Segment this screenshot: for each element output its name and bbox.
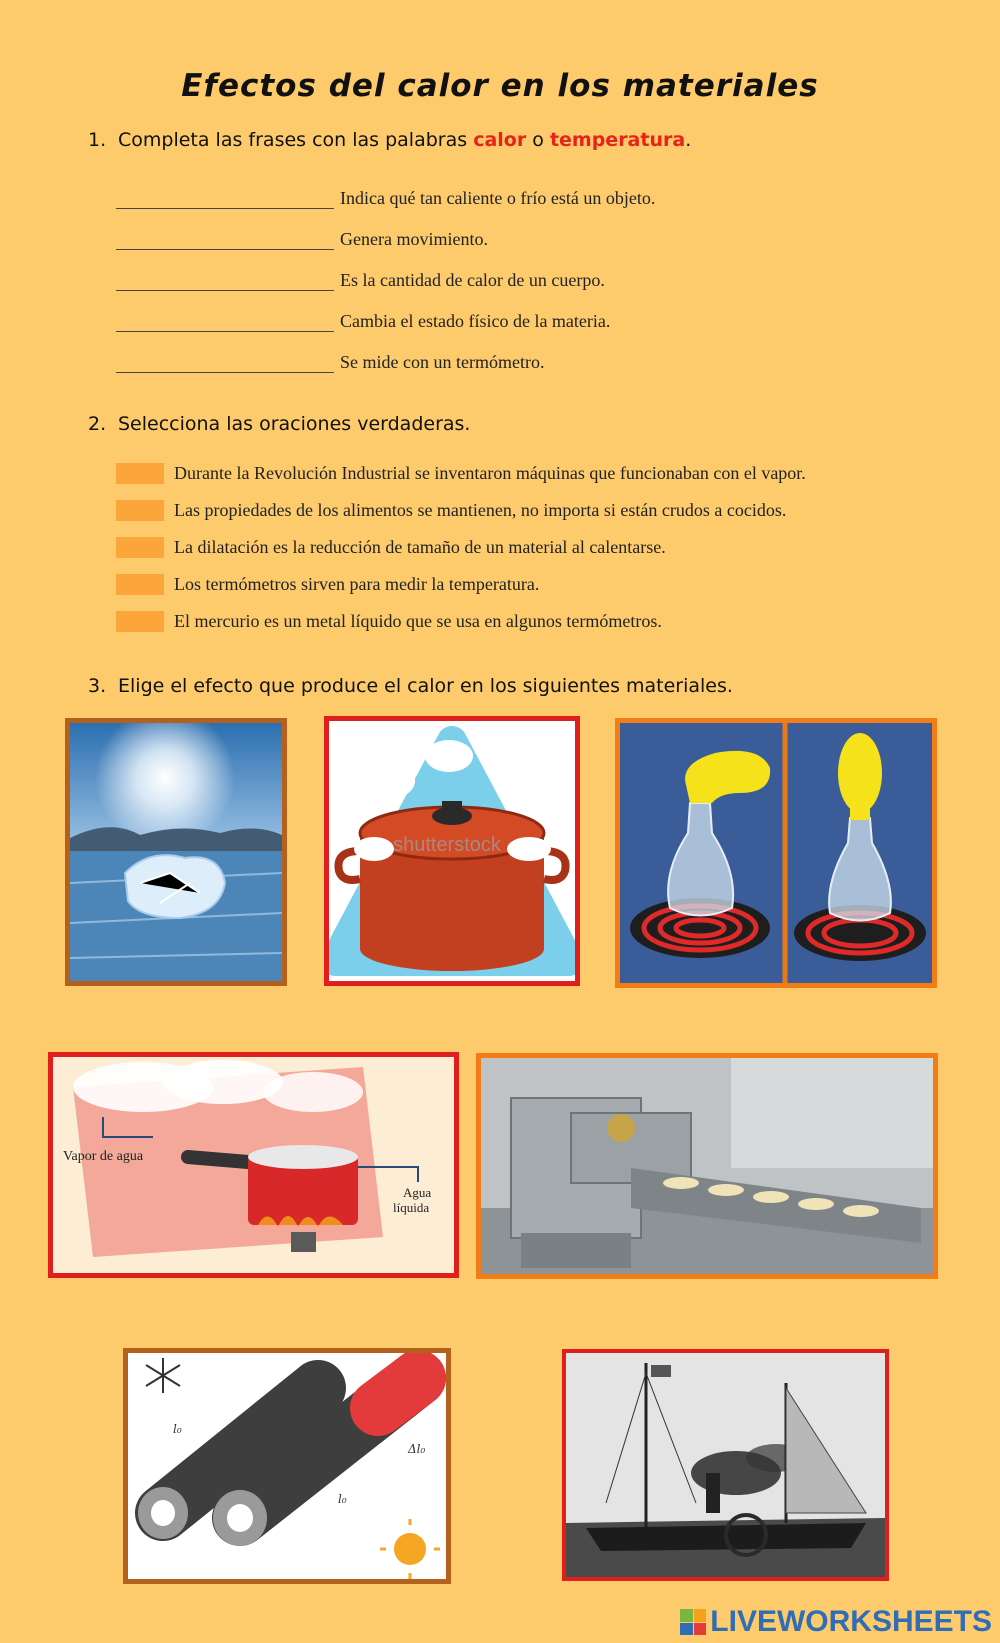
select-checkbox[interactable] <box>116 463 164 484</box>
image-boiling-pot[interactable] <box>324 716 580 986</box>
true-false-row <box>116 500 786 521</box>
statement: El mercurio es un metal líquido que se usa en algunos termómetros. <box>174 611 662 631</box>
pipe-diagram <box>128 1353 446 1579</box>
question-3 <box>88 675 733 697</box>
select-checkbox[interactable] <box>116 537 164 558</box>
statement: La dilatación es la reducción de tamaño de un material al calentarse. <box>174 537 666 557</box>
pipe-label-l0b: l₀ <box>338 1492 347 1506</box>
pot-illustration <box>329 721 575 981</box>
page-title: Efectos del calor en los materiales <box>181 68 819 104</box>
liveworksheets-logo[interactable] <box>680 1605 992 1639</box>
true-false-row <box>116 574 539 595</box>
liquid-label-1: Agua <box>403 1185 432 1200</box>
vapor-diagram <box>53 1057 454 1273</box>
true-false-row <box>116 611 662 632</box>
logo-text: LIVEWORKSHEETS <box>710 1605 992 1638</box>
watermark-text: shutterstock <box>393 834 501 856</box>
steamboat-illustration <box>566 1353 885 1577</box>
true-false-row <box>116 463 806 484</box>
question-text-end: . <box>685 129 692 151</box>
statement: Genera movimiento. <box>340 229 488 249</box>
fill-blank-row <box>116 349 544 373</box>
fill-blank-row <box>116 185 655 209</box>
liquid-label-2: líquida <box>393 1200 430 1215</box>
flask-illustration <box>620 723 932 983</box>
fill-blank-row <box>116 308 610 332</box>
fill-blank-row <box>116 226 488 250</box>
image-pipe-dilation[interactable] <box>123 1348 451 1584</box>
question-number: 3. <box>88 675 107 697</box>
select-checkbox[interactable] <box>116 500 164 521</box>
image-water-vapor[interactable] <box>48 1052 459 1278</box>
image-melting-ice[interactable] <box>65 718 287 986</box>
image-balloon-flask[interactable] <box>615 718 937 988</box>
factory-illustration <box>481 1058 933 1274</box>
logo-icon <box>680 1609 706 1635</box>
answer-field[interactable] <box>116 227 334 250</box>
answer-field[interactable] <box>116 268 334 291</box>
word-calor: calor <box>473 129 527 151</box>
select-checkbox[interactable] <box>116 611 164 632</box>
question-text: Selecciona las oraciones verdaderas. <box>118 413 471 435</box>
answer-field[interactable] <box>116 309 334 332</box>
image-steamboat[interactable] <box>562 1349 889 1581</box>
pipe-label-delta: Δl₀ <box>408 1442 426 1456</box>
statement: Las propiedades de los alimentos se mantienen, no importa si están crudos a cocidos. <box>174 500 787 520</box>
question-text: Completa las frases con las palabras <box>118 129 474 151</box>
question-text-middle: o <box>526 129 550 151</box>
select-checkbox[interactable] <box>116 574 164 595</box>
fill-blank-row <box>116 267 605 291</box>
answer-field[interactable] <box>116 186 334 209</box>
statement: Es la cantidad de calor de un cuerpo. <box>340 270 605 290</box>
pipe-label-l0: l₀ <box>173 1422 182 1436</box>
statement: Los termómetros sirven para medir la temperatura. <box>174 574 540 594</box>
question-text: Elige el efecto que produce el calor en los siguientes materiales. <box>118 675 733 697</box>
image-factory-machine[interactable] <box>476 1053 938 1279</box>
true-false-row <box>116 537 666 558</box>
answer-field[interactable] <box>116 350 334 373</box>
question-number: 2. <box>88 413 107 435</box>
statement: Cambia el estado físico de la materia. <box>340 311 611 331</box>
question-2 <box>88 413 470 435</box>
vapor-label: Vapor de agua <box>63 1149 144 1164</box>
question-number: 1. <box>88 129 107 151</box>
statement: Durante la Revolución Industrial se inventaron máquinas que funcionaban con el vapor. <box>174 463 806 483</box>
word-temperatura: temperatura <box>549 129 686 151</box>
statement: Indica qué tan caliente o frío está un objeto. <box>340 188 656 208</box>
question-1 <box>88 129 691 151</box>
statement: Se mide con un termómetro. <box>340 352 545 372</box>
ice-illustration <box>70 723 282 981</box>
